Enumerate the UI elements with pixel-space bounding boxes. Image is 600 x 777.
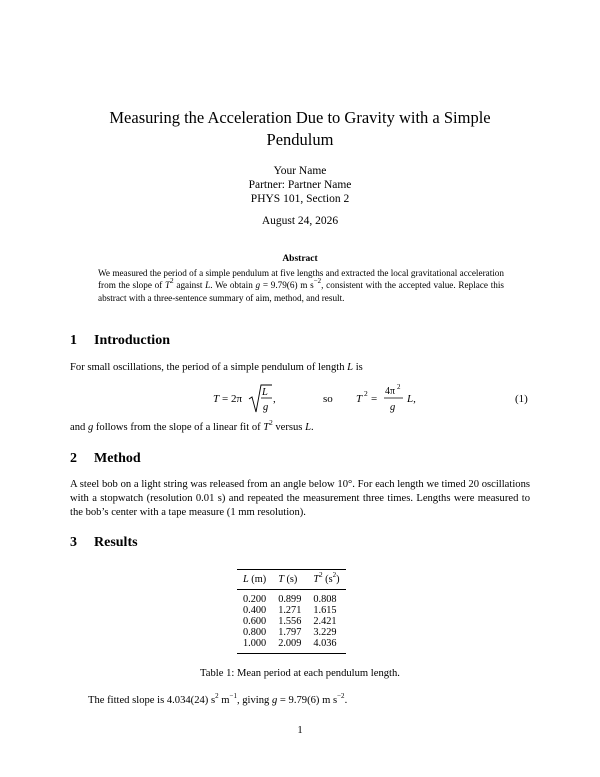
intro-paragraph: For small oscillations, the period of a simple pendulum of length L is bbox=[70, 362, 363, 373]
svg-text:g: g bbox=[390, 402, 396, 413]
page-number: 1 bbox=[297, 725, 303, 736]
eq-lhs-t: T bbox=[213, 393, 220, 405]
svg-text:2: 2 bbox=[364, 389, 368, 398]
paper-title: Measuring the Acceleration Due to Gravity with a Simple Pendulum bbox=[109, 108, 491, 149]
intro-followup: and g follows from the slope of a linear fit of $T^2$ versus L. bbox=[70, 419, 314, 433]
table-row: 0.200 0.899 0.808 bbox=[237, 590, 346, 606]
table-row: 0.600 1.556 2.421 bbox=[243, 616, 337, 627]
section-heading-introduction: 1 Introduction bbox=[70, 333, 170, 348]
svg-text:,: , bbox=[273, 393, 276, 405]
svg-text:T: T bbox=[356, 393, 363, 405]
table-row: 0.400 1.271 1.615 bbox=[243, 605, 337, 616]
svg-text:L: L bbox=[262, 387, 268, 398]
equation-1 bbox=[200, 382, 540, 418]
results-table bbox=[237, 569, 346, 654]
author-name: Your Name bbox=[273, 165, 327, 177]
table-header-period-squared: $T^2$ $(s^2)$ bbox=[313, 571, 340, 585]
svg-text:2: 2 bbox=[397, 383, 401, 391]
svg-text:L,: L, bbox=[407, 393, 416, 405]
course-section: PHYS 101, Section 2 bbox=[250, 193, 350, 205]
table-header-period: T (s) bbox=[278, 574, 298, 585]
section-heading-method: 2 Method bbox=[70, 451, 141, 466]
table-header-length: L (m) bbox=[243, 574, 267, 585]
eq-so: so bbox=[323, 393, 333, 405]
table-caption: Table 1: Mean period at each pendulum length. bbox=[200, 668, 400, 679]
sqrt-symbol bbox=[249, 385, 272, 412]
table-row: 0.800 1.797 3.229 bbox=[243, 627, 337, 638]
equation-number: (1) bbox=[515, 393, 528, 405]
table-row: 1.000 2.009 4.036 bbox=[243, 638, 337, 649]
section-heading-results: 3 Results bbox=[70, 535, 138, 550]
svg-text:=: = bbox=[371, 393, 378, 405]
abstract-body: We measured the period of a simple pendulum at five lengths and extracted the local gravitational acceleration from the slope of $T^2$ against L. We obtain g = 9.79(6) m $s^{-2}$, consistent with the accepted value. Replace this abstract with a three-sentence summary of aim, method, and result. bbox=[98, 268, 504, 303]
partner-name: Partner: Partner Name bbox=[248, 179, 352, 191]
paper-date: August 24, 2026 bbox=[261, 215, 339, 227]
eq-equals-2pi: = 2π bbox=[222, 393, 243, 405]
author-block bbox=[150, 164, 450, 206]
svg-text:4π: 4π bbox=[385, 386, 396, 397]
table-header-row bbox=[237, 570, 346, 590]
svg-text:g: g bbox=[263, 402, 269, 413]
method-paragraph: A steel bob on a light string was released from an angle below 10°. For each length we timed 20 oscillations with a stopwatch (resolution 0.01 s) and repeated the measurement three times. Lengths were measured to the bob’s center with a tape measure (1 mm resolution). bbox=[70, 479, 530, 518]
results-paragraph: The fitted slope is 4.034(24) $s^2$ $m^{-1}$, giving g = 9.79(6) m $s^{-2}$. bbox=[88, 692, 348, 706]
abstract-heading: Abstract bbox=[282, 254, 318, 264]
